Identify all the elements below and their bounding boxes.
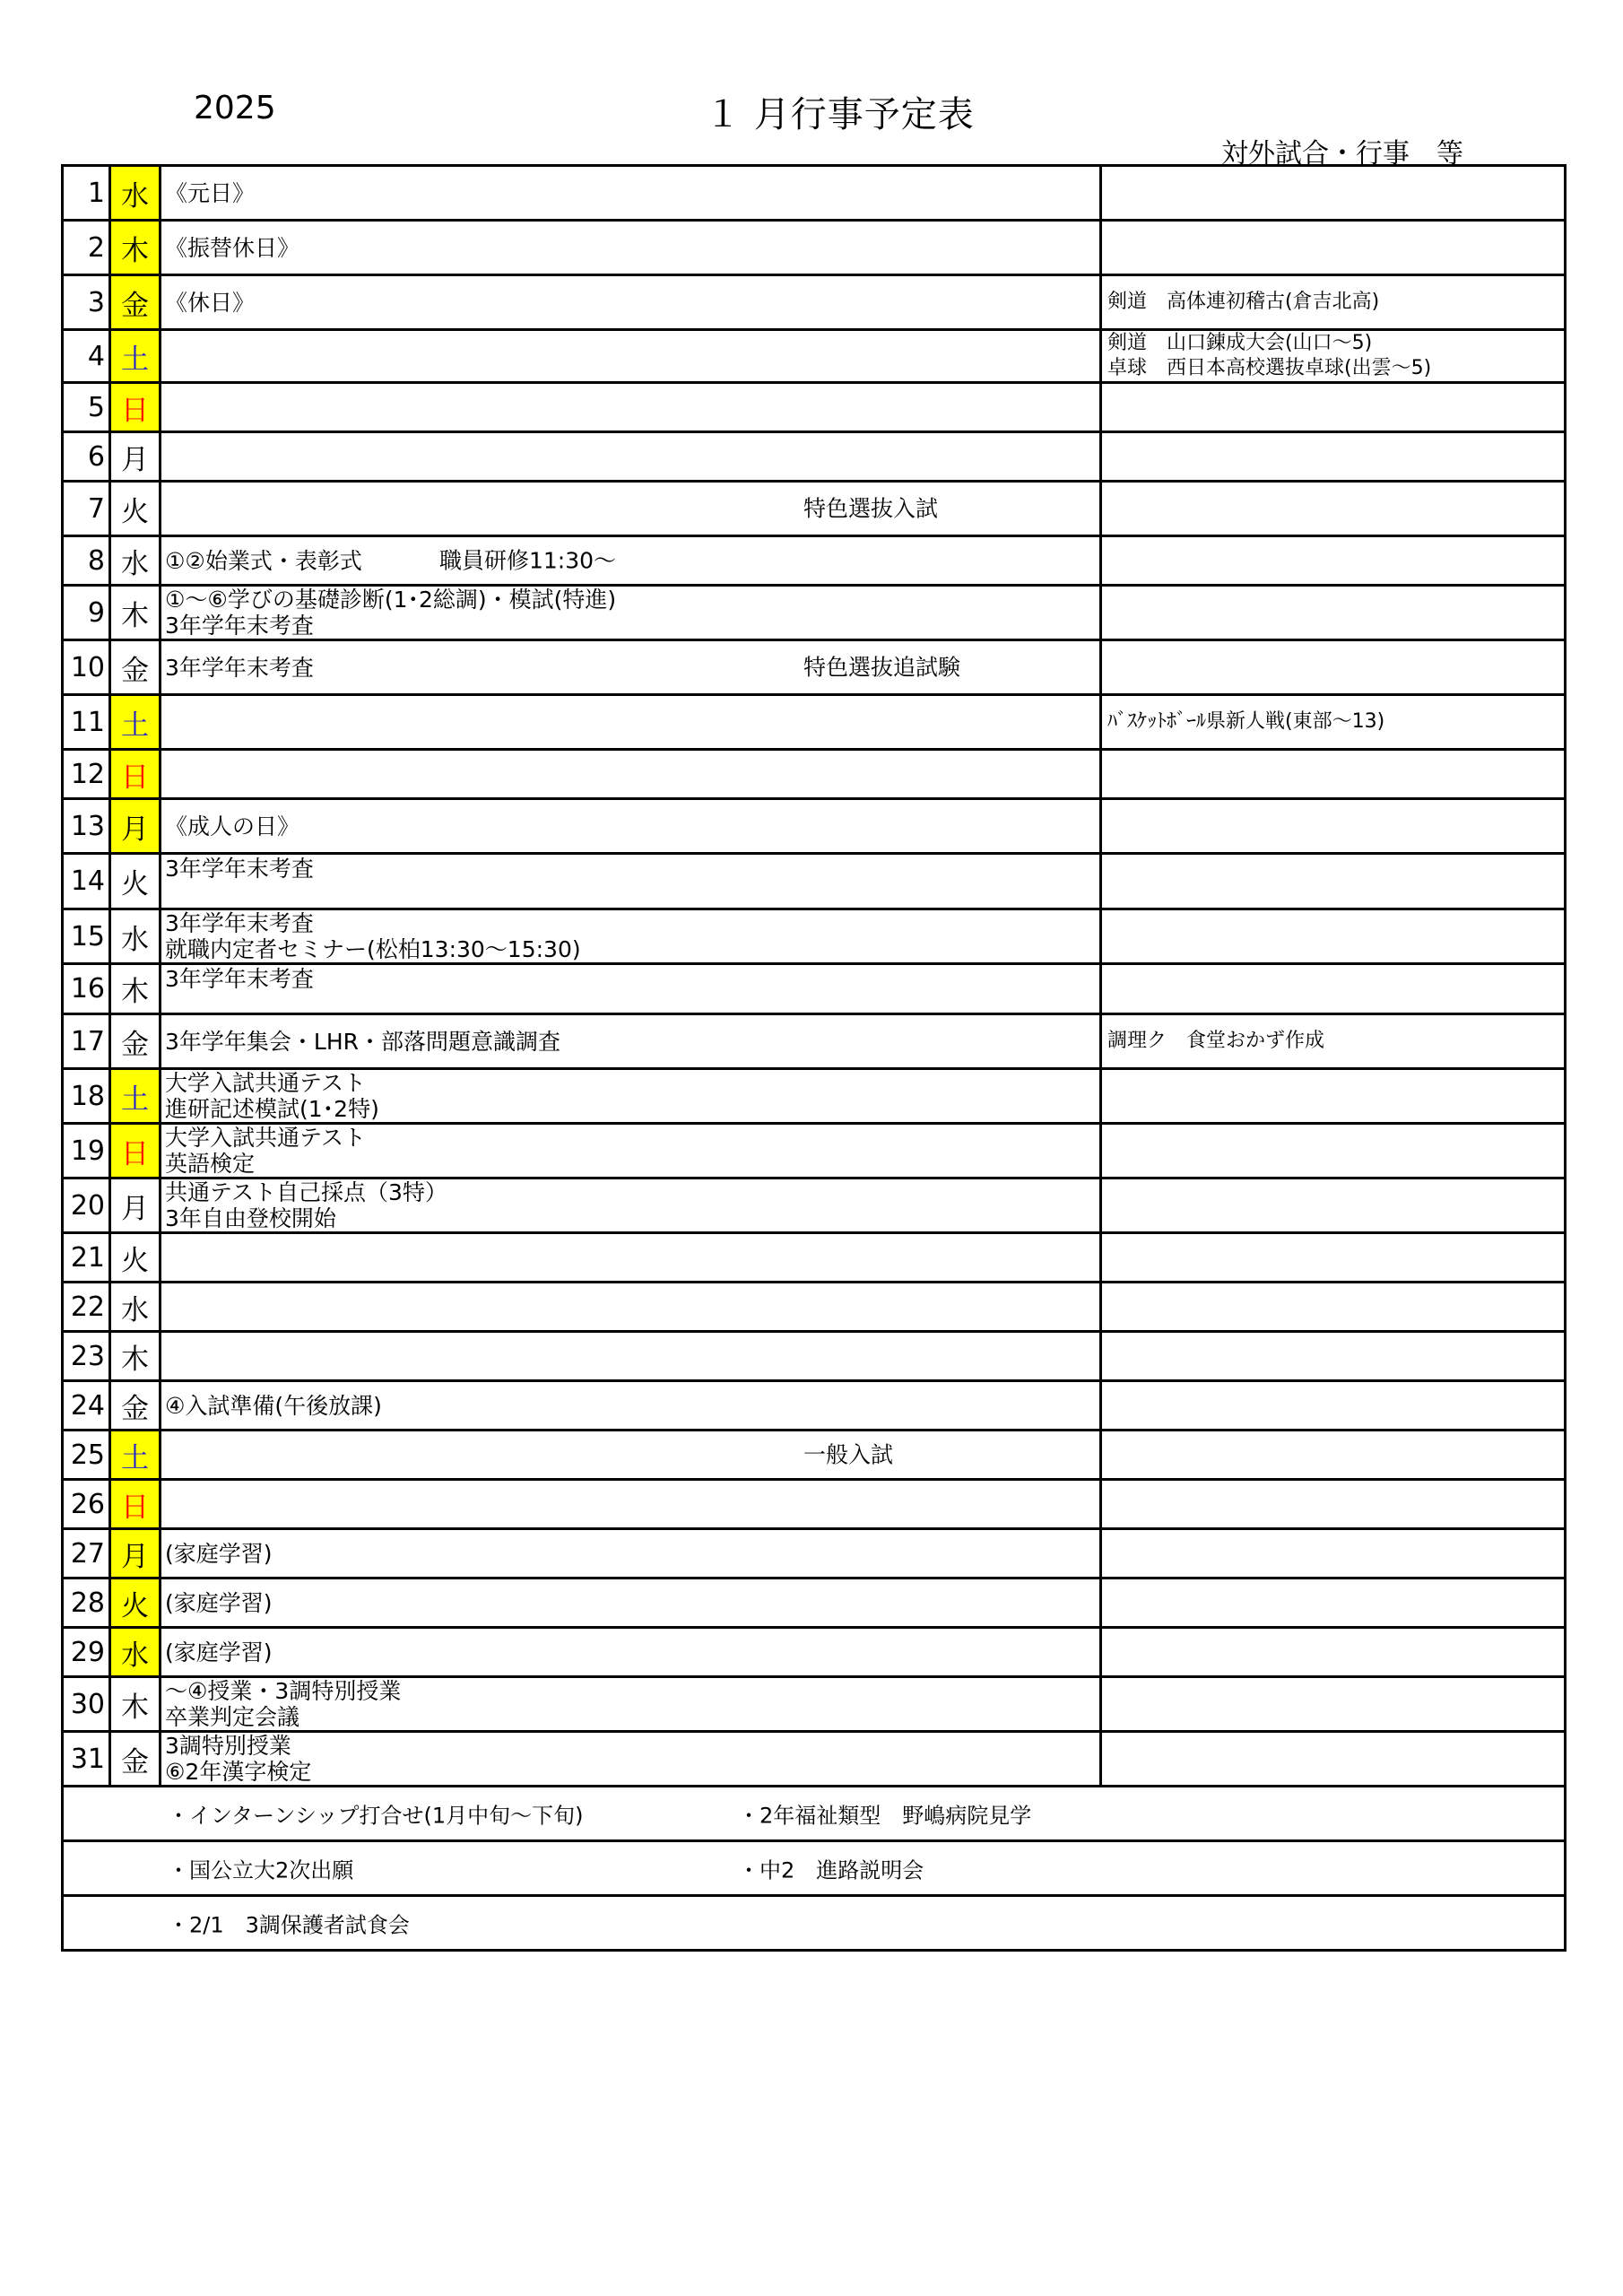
year-label: 2025 <box>194 90 276 126</box>
weekday: 火 <box>110 1578 161 1628</box>
event-line-2: 英語検定 <box>165 1151 256 1177</box>
day-row <box>63 1332 1566 1381</box>
school-events-cell <box>161 1732 1101 1787</box>
external-events-cell <box>1101 750 1566 799</box>
school-events-cell <box>161 1628 1101 1677</box>
weekday: 日 <box>110 383 161 432</box>
event-line-1: (家庭学習) <box>165 1540 273 1567</box>
note-left: ・2/1 3調保護者試食会 <box>168 1912 410 1938</box>
day-row <box>63 909 1566 964</box>
weekday: 木 <box>110 1332 161 1381</box>
school-events-cell <box>161 1431 1101 1480</box>
weekday: 木 <box>110 221 161 275</box>
day-row <box>63 854 1566 909</box>
weekday: 月 <box>110 799 161 854</box>
day-row <box>63 1283 1566 1332</box>
day-number: 1 <box>63 166 110 221</box>
external-events-cell <box>1101 1529 1566 1578</box>
day-row <box>63 750 1566 799</box>
school-events-cell <box>161 383 1101 432</box>
notes-row <box>63 1841 1566 1896</box>
event-line-2: 就職内定者セミナー(松柏13:30～15:30) <box>165 936 581 962</box>
day-row <box>63 275 1566 330</box>
weekday: 月 <box>110 1529 161 1578</box>
day-number: 3 <box>63 275 110 330</box>
weekday: 水 <box>110 1283 161 1332</box>
external-events-cell <box>1101 1124 1566 1178</box>
event-line-1: 3年学年末考査 <box>165 910 314 936</box>
notes-row <box>63 1787 1566 1841</box>
day-row <box>63 221 1566 275</box>
day-row <box>63 1431 1566 1480</box>
external-events-cell <box>1101 1283 1566 1332</box>
day-row <box>63 482 1566 536</box>
event-line-1: (家庭学習) <box>165 1589 273 1616</box>
day-number: 17 <box>63 1014 110 1069</box>
school-events-cell <box>161 854 1101 909</box>
event-line-1: 3年学年末考査 <box>165 654 314 681</box>
schedule-body <box>63 166 1566 1951</box>
weekday: 土 <box>110 330 161 383</box>
external-events-heading: 対外試合・行事 等 <box>1221 138 1463 170</box>
event-line-1: 《休日》 <box>165 289 256 316</box>
weekday: 土 <box>110 695 161 750</box>
event-line-1: 大学入試共通テスト <box>165 1125 367 1151</box>
day-row <box>63 1732 1566 1787</box>
notes-cell <box>63 1841 1566 1896</box>
external-events-cell <box>1101 1628 1566 1677</box>
day-number: 22 <box>63 1283 110 1332</box>
event-line-1: 3年学年末考査 <box>165 966 314 992</box>
day-row <box>63 964 1566 1014</box>
school-events-cell <box>161 1233 1101 1283</box>
external-events-cell <box>1101 586 1566 640</box>
event-line-2: 進研記述模試(1･2特) <box>165 1096 379 1122</box>
day-number: 25 <box>63 1431 110 1480</box>
external-events-cell <box>1101 1014 1566 1069</box>
day-number: 30 <box>63 1677 110 1732</box>
weekday: 火 <box>110 1233 161 1283</box>
day-number: 18 <box>63 1069 110 1124</box>
school-events-cell <box>161 330 1101 383</box>
day-number: 23 <box>63 1332 110 1381</box>
day-row <box>63 432 1566 482</box>
external-events-cell <box>1101 1578 1566 1628</box>
day-number: 7 <box>63 482 110 536</box>
weekday: 木 <box>110 964 161 1014</box>
day-row <box>63 799 1566 854</box>
event-line-1: ①②始業式・表彰式 <box>165 547 362 574</box>
school-events-cell <box>161 964 1101 1014</box>
school-events-cell <box>161 1529 1101 1578</box>
day-number: 13 <box>63 799 110 854</box>
weekday: 月 <box>110 432 161 482</box>
day-row <box>63 166 1566 221</box>
external-line-2: 卓球 西日本高校選抜卓球(出雲～5) <box>1107 357 1432 379</box>
weekday: 土 <box>110 1069 161 1124</box>
day-number: 24 <box>63 1381 110 1431</box>
school-events-cell <box>161 750 1101 799</box>
day-number: 4 <box>63 330 110 383</box>
notes-cell <box>63 1787 1566 1841</box>
day-row <box>63 1124 1566 1178</box>
day-number: 21 <box>63 1233 110 1283</box>
day-row <box>63 1677 1566 1732</box>
weekday: 水 <box>110 536 161 586</box>
weekday: 金 <box>110 1381 161 1431</box>
note-left: ・国公立大2次出願 <box>168 1857 354 1883</box>
school-events-cell <box>161 1332 1101 1381</box>
weekday: 水 <box>110 166 161 221</box>
school-events-cell <box>161 586 1101 640</box>
weekday: 日 <box>110 750 161 799</box>
school-events-cell <box>161 1578 1101 1628</box>
day-number: 19 <box>63 1124 110 1178</box>
external-events-cell <box>1101 1069 1566 1124</box>
admission-event: 特色選抜入試 <box>803 495 939 522</box>
event-line-1: 3調特別授業 <box>165 1733 291 1759</box>
day-row <box>63 1480 1566 1529</box>
external-line-1: ﾊﾞｽｹｯﾄﾎﾞｰﾙ県新人戦(東部～13) <box>1107 710 1385 733</box>
school-events-cell <box>161 640 1101 695</box>
day-number: 31 <box>63 1732 110 1787</box>
day-row <box>63 1014 1566 1069</box>
day-number: 28 <box>63 1578 110 1628</box>
school-events-cell <box>161 1480 1101 1529</box>
weekday: 木 <box>110 1677 161 1732</box>
event-line-1: 《振替休日》 <box>165 234 300 261</box>
day-number: 8 <box>63 536 110 586</box>
event-line-1: ④入試準備(午後放課) <box>165 1392 382 1419</box>
external-events-cell <box>1101 1732 1566 1787</box>
day-row <box>63 1069 1566 1124</box>
external-line-1: 剣道 高体連初稽古(倉吉北高) <box>1107 291 1380 313</box>
external-events-cell <box>1101 536 1566 586</box>
weekday: 金 <box>110 275 161 330</box>
school-events-cell <box>161 1381 1101 1431</box>
school-events-cell <box>161 275 1101 330</box>
school-events-cell <box>161 1283 1101 1332</box>
event-line-1: (家庭学習) <box>165 1639 273 1665</box>
external-events-cell <box>1101 1233 1566 1283</box>
external-events-cell <box>1101 1178 1566 1233</box>
notes-row <box>63 1896 1566 1951</box>
school-events-cell <box>161 695 1101 750</box>
day-number: 27 <box>63 1529 110 1578</box>
event-line-1: ～④授業・3調特別授業 <box>165 1678 402 1704</box>
external-line-1: 調理ク 食堂おかず作成 <box>1107 1030 1325 1052</box>
day-number: 12 <box>63 750 110 799</box>
note-right: ・中2 進路説明会 <box>738 1857 924 1883</box>
school-events-cell <box>161 221 1101 275</box>
day-number: 10 <box>63 640 110 695</box>
day-row <box>63 1529 1566 1578</box>
external-events-cell <box>1101 166 1566 221</box>
external-events-cell <box>1101 909 1566 964</box>
day-number: 15 <box>63 909 110 964</box>
external-events-cell <box>1101 854 1566 909</box>
day-row <box>63 536 1566 586</box>
event-line-2: ⑥2年漢字検定 <box>165 1759 312 1785</box>
day-number: 11 <box>63 695 110 750</box>
event-line-1: 3年学年末考査 <box>165 856 314 882</box>
schedule-table <box>61 164 1567 1952</box>
weekday: 土 <box>110 1431 161 1480</box>
day-row <box>63 1381 1566 1431</box>
external-events-cell <box>1101 275 1566 330</box>
weekday: 火 <box>110 854 161 909</box>
weekday: 金 <box>110 640 161 695</box>
school-events-cell <box>161 1014 1101 1069</box>
weekday: 日 <box>110 1480 161 1529</box>
external-events-cell <box>1101 964 1566 1014</box>
day-number: 2 <box>63 221 110 275</box>
weekday: 金 <box>110 1014 161 1069</box>
day-number: 5 <box>63 383 110 432</box>
external-events-cell <box>1101 1480 1566 1529</box>
day-row <box>63 1178 1566 1233</box>
weekday: 月 <box>110 1178 161 1233</box>
external-line-1: 剣道 山口錬成大会(山口～5) <box>1107 332 1373 354</box>
day-row <box>63 383 1566 432</box>
note-right: ・2年福祉類型 野嶋病院見学 <box>738 1803 1032 1829</box>
staff-event: 職員研修11:30～ <box>439 547 617 574</box>
note-left: ・インターンシップ打合せ(1月中旬～下旬) <box>168 1803 584 1829</box>
external-events-cell <box>1101 695 1566 750</box>
external-events-cell <box>1101 1677 1566 1732</box>
event-line-1: ①～⑥学びの基礎診断(1･2総調)・模試(特進) <box>165 587 617 613</box>
day-row <box>63 640 1566 695</box>
day-row <box>63 1628 1566 1677</box>
event-line-1: 共通テスト自己採点（3特） <box>165 1179 447 1205</box>
admission-event: 一般入試 <box>803 1441 894 1468</box>
school-events-cell <box>161 1178 1101 1233</box>
weekday: 水 <box>110 1628 161 1677</box>
day-number: 14 <box>63 854 110 909</box>
school-events-cell <box>161 166 1101 221</box>
day-row <box>63 586 1566 640</box>
day-number: 20 <box>63 1178 110 1233</box>
weekday: 日 <box>110 1124 161 1178</box>
external-events-cell <box>1101 383 1566 432</box>
day-number: 16 <box>63 964 110 1014</box>
school-events-cell <box>161 799 1101 854</box>
external-events-cell <box>1101 1381 1566 1431</box>
day-row <box>63 330 1566 383</box>
weekday: 火 <box>110 482 161 536</box>
external-events-cell <box>1101 330 1566 383</box>
external-events-cell <box>1101 482 1566 536</box>
school-events-cell <box>161 482 1101 536</box>
school-events-cell <box>161 536 1101 586</box>
event-line-2: 3年自由登校開始 <box>165 1205 336 1231</box>
external-events-cell <box>1101 799 1566 854</box>
weekday: 水 <box>110 909 161 964</box>
external-events-cell <box>1101 432 1566 482</box>
day-row <box>63 695 1566 750</box>
event-line-1: 《元日》 <box>165 179 256 206</box>
day-number: 9 <box>63 586 110 640</box>
page-title: １ 月行事予定表 <box>705 94 975 135</box>
external-events-cell <box>1101 640 1566 695</box>
weekday: 金 <box>110 1732 161 1787</box>
day-row <box>63 1578 1566 1628</box>
day-number: 6 <box>63 432 110 482</box>
event-line-1: 《成人の日》 <box>165 813 300 839</box>
external-events-cell <box>1101 221 1566 275</box>
event-line-2: 3年学年末考査 <box>165 613 314 639</box>
external-events-cell <box>1101 1431 1566 1480</box>
school-events-cell <box>161 1124 1101 1178</box>
event-line-1: 大学入試共通テスト <box>165 1070 367 1096</box>
weekday: 木 <box>110 586 161 640</box>
notes-cell <box>63 1896 1566 1951</box>
day-number: 29 <box>63 1628 110 1677</box>
school-events-cell <box>161 1677 1101 1732</box>
school-events-cell <box>161 432 1101 482</box>
admission-event: 特色選抜追試験 <box>803 654 961 681</box>
school-events-cell <box>161 1069 1101 1124</box>
day-row <box>63 1233 1566 1283</box>
event-line-1: 3年学年集会・LHR・部落問題意識調査 <box>165 1028 561 1055</box>
event-line-2: 卒業判定会議 <box>165 1704 300 1730</box>
day-number: 26 <box>63 1480 110 1529</box>
external-events-cell <box>1101 1332 1566 1381</box>
school-events-cell <box>161 909 1101 964</box>
